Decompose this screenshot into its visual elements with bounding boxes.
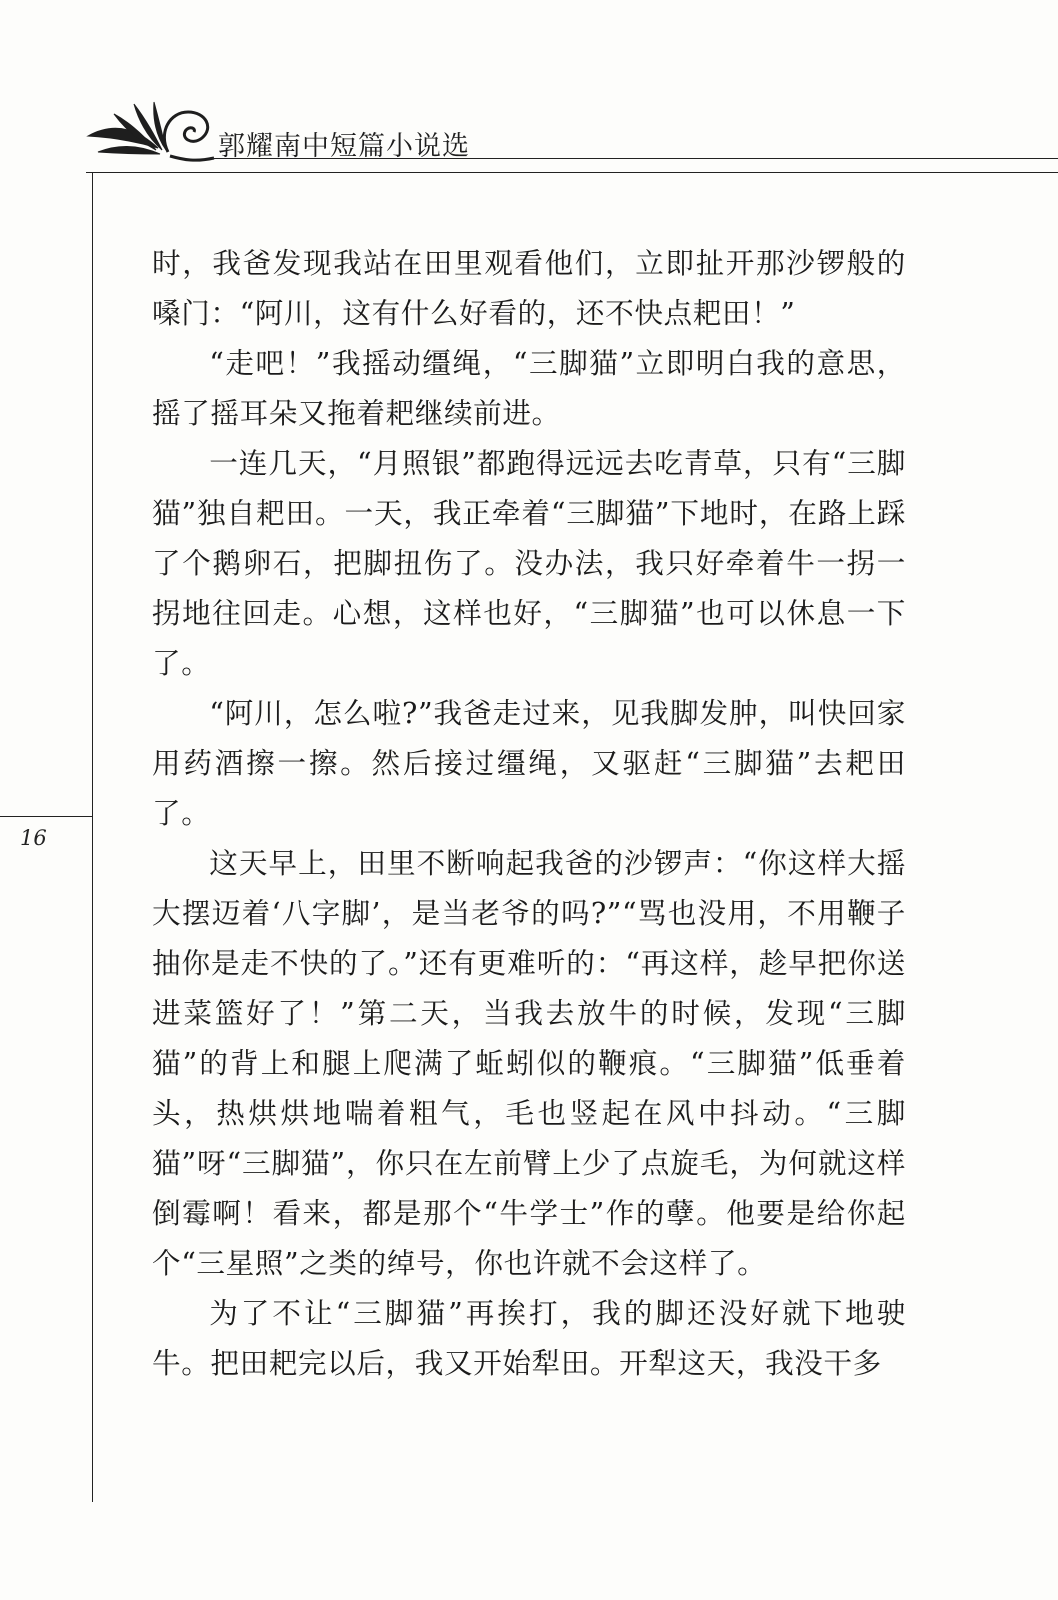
paragraph: 为了不让“三脚猫”再挨打，我的脚还没好就下地驶牛。把田耙完以后，我又开始犁田。开犁这天，我没干多: [152, 1296, 906, 1380]
paragraph: 这天早上，田里不断响起我爸的沙锣声：“你这样大摇大摆迈着‘八字脚’，是当老爷的吗?”“骂也没用，不用鞭子抽你是走不快的了。”还有更难听的：“再这样，趁早把你送进菜篮好了！”第二天，当我去放牛的时候，发现“三脚猫”的背上和腿上爬满了蚯蚓似的鞭痕。“三脚猫”低垂着头，热烘烘地喘着粗气，毛也竖起在风中抖动。“三脚猫”呀“三脚猫”，你只在左前臂上少了点旋毛，为何就这样倒霉啊！看来，都是那个“牛学士”作的孽。他要是给你起个“三星照”之类的绰号，你也许就不会这样了。: [152, 846, 906, 1280]
frame-left-border: [92, 172, 93, 1502]
body-text: [152, 238, 906, 1388]
paragraph: “走吧！”我摇动缰绳，“三脚猫”立即明白我的意思，摇了摇耳朵又拖着耙继续前进。: [152, 346, 906, 430]
paragraph: “阿川，怎么啦?”我爸走过来，见我脚发肿，叫快回家用药酒擦一擦。然后接过缰绳，又驱赶“三脚猫”去耙田了。: [152, 696, 906, 830]
paragraph: 时，我爸发现我站在田里观看他们，立即扯开那沙锣般的嗓门：“阿川，这有什么好看的，还不快点耙田！”: [152, 246, 906, 330]
book-title: 郭耀南中短篇小说选: [218, 131, 470, 162]
page-number-tab-line: [0, 816, 92, 817]
header-rule: [210, 158, 1058, 159]
paragraph: 一连几天，“月照银”都跑得远远去吃青草，只有“三脚猫”独自耙田。一天，我正牵着“三脚猫”下地时，在路上踩了个鹅卵石，把脚扭伤了。没办法，我只好牵着牛一拐一拐地往回走。心想，这样也好，“三脚猫”也可以休息一下了。: [152, 446, 906, 680]
frame-top-border: [86, 172, 1058, 173]
page-number: 16: [20, 826, 47, 850]
